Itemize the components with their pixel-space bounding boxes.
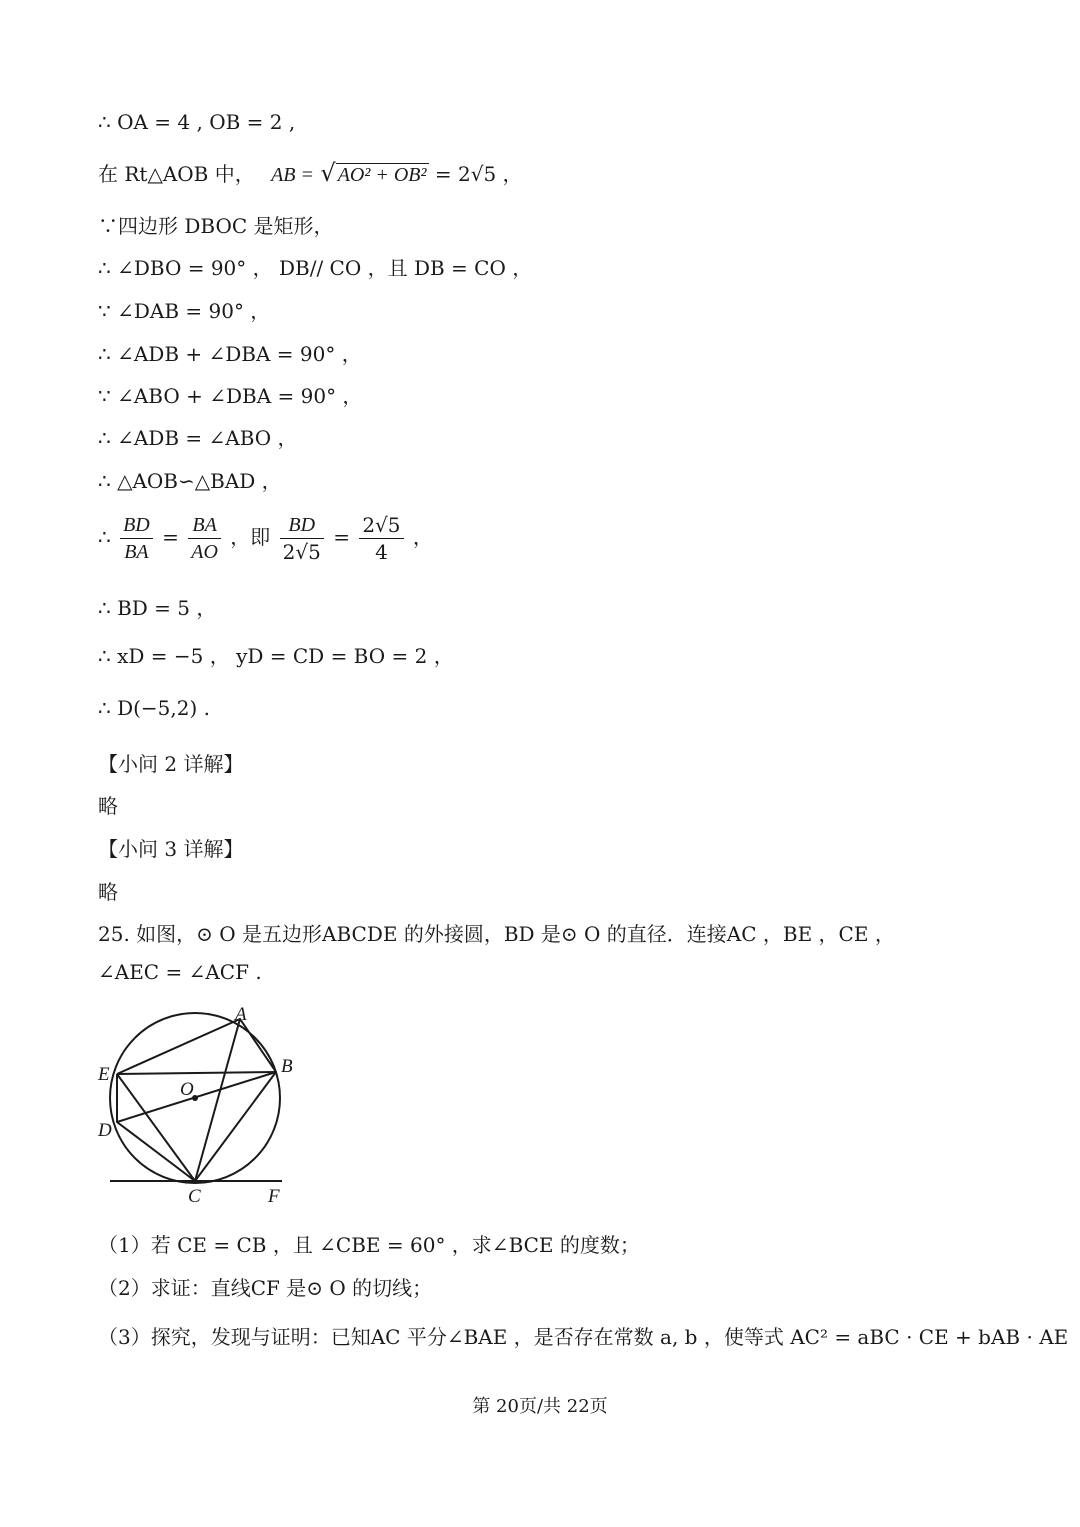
- label-o: O: [180, 1079, 194, 1100]
- label-a: A: [235, 1004, 247, 1025]
- label-b: B: [281, 1056, 293, 1077]
- line-dab-90: ∵ ∠DAB = 90° ，: [98, 299, 271, 323]
- omitted-3: 略: [98, 880, 118, 904]
- label-d: D: [98, 1120, 112, 1141]
- segment-ac: [195, 1019, 240, 1181]
- line-adb-dba: ∴ ∠ADB + ∠DBA = 90° ，: [98, 342, 362, 366]
- sub-question-3: （3）探究，发现与证明：已知AC 平分∠BAE ，是否存在常数 a, b ，使等式 AC² = aBC · CE + bAB · AE: [98, 1325, 1069, 1349]
- label-f: F: [268, 1186, 280, 1207]
- ab-radicand: AO² + OB²: [337, 164, 427, 186]
- ab-label: AB =: [271, 164, 315, 186]
- line-d-coords: ∴ D(−5,2) .: [98, 696, 211, 720]
- segment-be: [117, 1072, 276, 1074]
- line-similar: ∴ △AOB∽△BAD ，: [98, 469, 282, 493]
- line-rectangle: ∵四边形 DBOC 是矩形，: [98, 214, 334, 238]
- line-abo-dba: ∵ ∠ABO + ∠DBA = 90° ，: [98, 384, 363, 408]
- rt-aob-prefix: 在 Rt△AOB 中，: [98, 162, 255, 186]
- sub-question-2: （2）求证：直线CF 是⊙ O 的切线；: [98, 1276, 433, 1300]
- line-ab-pythagoras: 在 Rt△AOB 中， AB = √ AO² + OB² = 2√5 ，: [98, 159, 523, 187]
- frac-2root5-4: $\frac{2√5}{4}$: [359, 512, 403, 565]
- line-oa-ob: ∴ OA = 4 , OB = 2 ,: [98, 110, 296, 134]
- line-ratio: ∴ $\frac{BD}{BA}$ = $\frac{BA}{AO}$ ，即 $\frac{BD}{2√5}$ = $\frac{2√5}{4}$ ，: [98, 513, 433, 564]
- frac-bd-ba: $\frac{BD}{BA}$: [120, 512, 153, 565]
- geometry-figure: [96, 1002, 296, 1207]
- line-xd-yd: ∴ xD = −5 ， yD = CD = BO = 2 ，: [98, 644, 454, 668]
- line-adb-abo: ∴ ∠ADB = ∠ABO ，: [98, 426, 298, 450]
- omitted-2: 略: [98, 794, 118, 818]
- line-dbo-90: ∴ ∠DBO = 90° ， DB// CO ，且 DB = CO ，: [98, 256, 533, 280]
- label-e: E: [98, 1064, 110, 1085]
- question-25-stem: 25. 如图，⊙ O 是五边形ABCDE 的外接圆，BD 是⊙ O 的直径．连接AC ，BE ，CE ，: [98, 922, 895, 946]
- label-c: C: [188, 1186, 201, 1207]
- frac-ba-ao: $\frac{BA}{AO}$: [188, 512, 221, 565]
- line-bd-5: ∴ BD = 5 ，: [98, 596, 217, 620]
- question-25-condition: ∠AEC = ∠ACF .: [98, 960, 262, 984]
- heading-sub-2: 【小问 2 详解】: [98, 752, 244, 776]
- heading-sub-3: 【小问 3 详解】: [98, 837, 244, 861]
- sub-question-1: （1）若 CE = CB ，且 ∠CBE = 60° ，求∠BCE 的度数；: [98, 1233, 640, 1257]
- frac-bd-2root5: $\frac{BD}{2√5}$: [280, 512, 324, 565]
- ji-text: ，即: [230, 525, 271, 549]
- page-footer: 第 20页/共 22页: [472, 1396, 608, 1417]
- ab-value: = 2√5 ，: [434, 162, 523, 186]
